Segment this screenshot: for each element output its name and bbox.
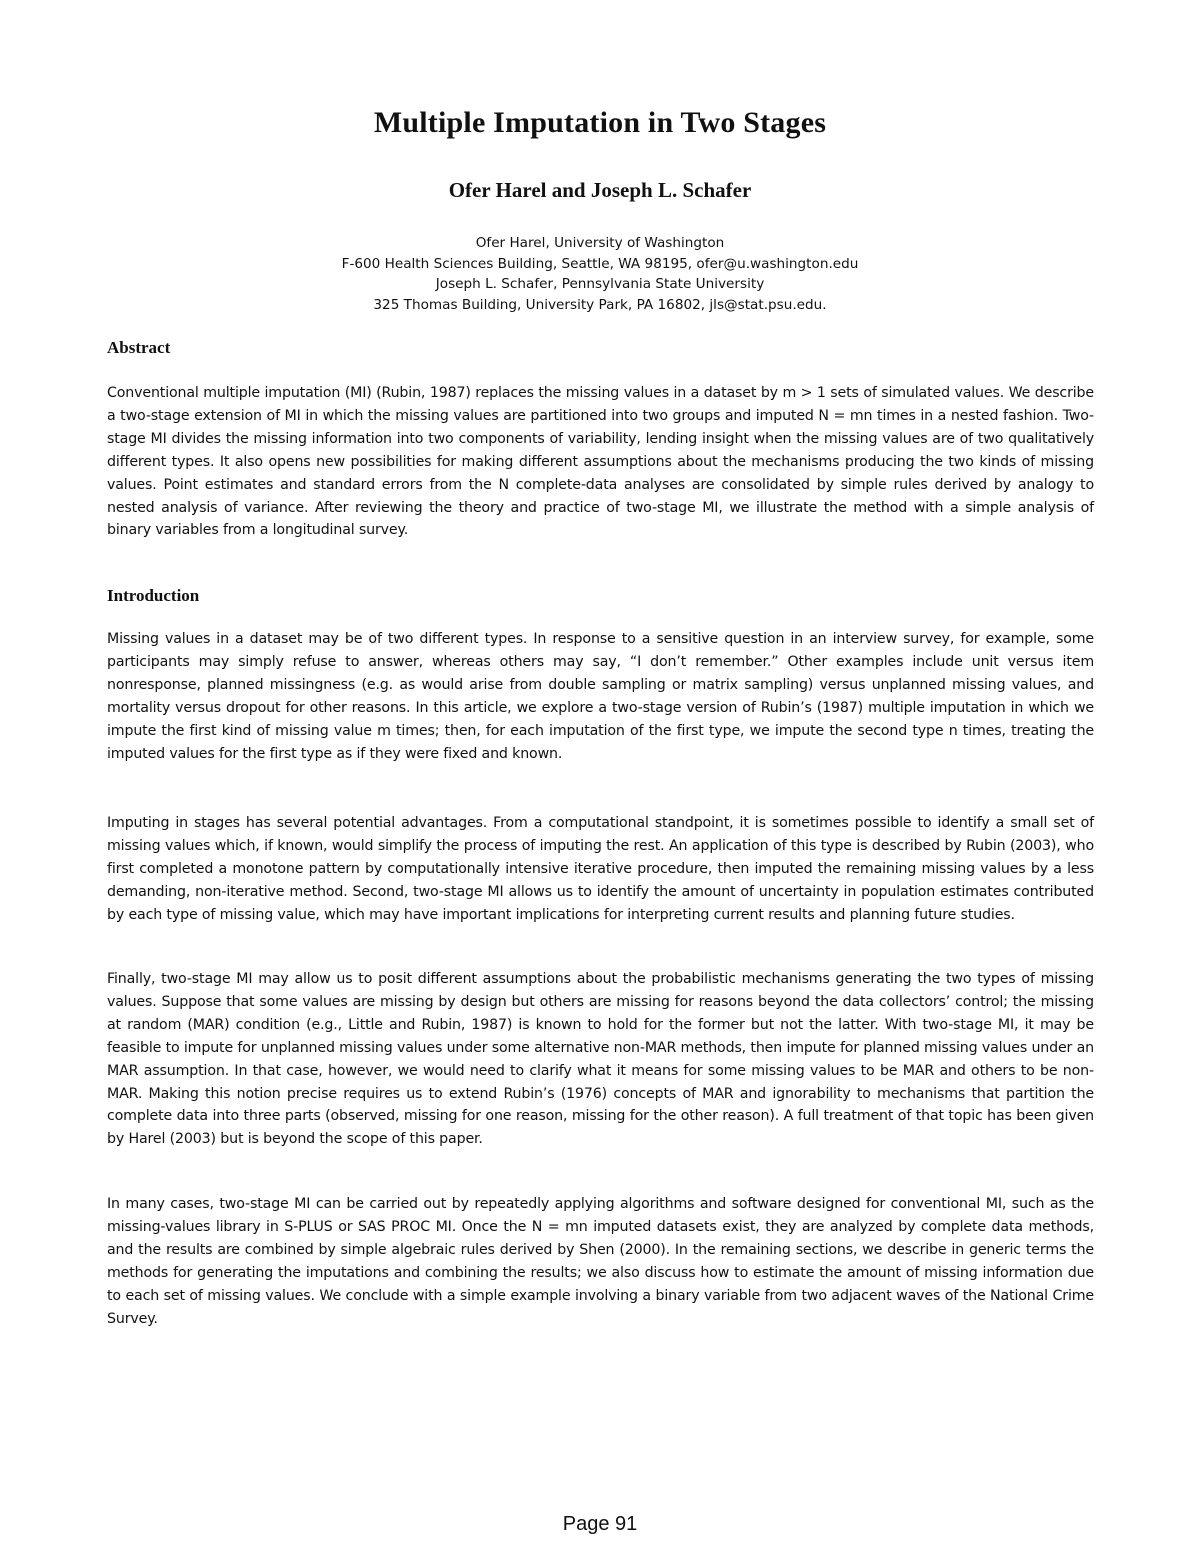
introduction-paragraph: Imputing in stages has several potential advantages. From a computational standpoint, it is sometimes possible to identify a small set of missing values which, if known, would simplify the process of imputing the rest. An application of this type is described by Rubin (2003), who first completed a monotone pattern by computationally intensive iterative procedure, then imputed the remaining missing values by a less demanding, non-iterative method. Second, two-stage MI allows us to identify the amount of uncertainty in population estimates contributed by each type of missing value, which may have important implications for interpreting current results and planning future studies. (107, 815, 1094, 923)
abstract-heading: Abstract (107, 338, 171, 357)
affiliation-line: F-600 Health Sciences Building, Seattle, WA 98195, ofer@u.washington.edu (341, 255, 859, 272)
introduction-paragraph: In many cases, two-stage MI can be carried out by repeatedly applying algorithms and software designed for conventional MI, such as the missing-values library in S-PLUS or SAS PROC MI. Once the N = mn imputed datasets exist, they are analyzed by complete data methods, and the results are combined by simple algebraic rules derived by Shen (2000). In the remaining sections, we describe in generic terms the methods for generating the imputations and combining the results; we also discuss how to estimate the amount of missing information due to each set of missing values. We conclude with a simple example involving a binary variable from two adjacent waves of the National Crime Survey. (107, 1196, 1094, 1327)
introduction-paragraph: Missing values in a dataset may be of two different types. In response to a sensitive question in an interview survey, for example, some participants may simply refuse to answer, whereas others may say, “I don’t remember.” Other examples include unit versus item nonresponse, planned missingness (e.g. as would arise from double sampling or matrix sampling) versus unplanned missing values, and mortality versus dropout for other reasons. In this article, we explore a two-stage version of Rubin’s (1987) multiple imputation in which we impute the first kind of missing value m times; then, for each imputation of the first type, we impute the second type n times, treating the imputed values for the first type as if they were fixed and known. (107, 631, 1094, 762)
abstract-text: Conventional multiple imputation (MI) (Rubin, 1987) replaces the missing values in a dataset by m > 1 sets of simulated values. We describe a two-stage extension of MI in which the missing values are partitioned into two groups and imputed N = mn times in a nested fashion. Two-stage MI divides the missing information into two components of variability, lending insight when the missing values are of two qualitatively different types. It also opens new possibilities for making different assumptions about the mechanisms producing the two kinds of missing values. Point estimates and standard errors from the N complete-data analyses are consolidated by simple rules derived by analogy to nested analysis of variance. After reviewing the theory and practice of two-stage MI, we illustrate the method with a simple analysis of binary variables from a longitudinal survey. (107, 385, 1094, 539)
affiliation-line: Ofer Harel, University of Washington (475, 235, 725, 251)
affiliation-line: Joseph L. Schafer, Pennsylvania State University (435, 276, 765, 293)
page-number: Page 91 (562, 1513, 638, 1535)
introduction-paragraph: Finally, two-stage MI may allow us to posit different assumptions about the probabilistic mechanisms generating the two types of missing values. Suppose that some values are missing by design but others are missing for reasons beyond the data collectors’ control; the missing at random (MAR) condition (e.g., Little and Rubin, 1987) is known to hold for the former but not the latter. With two-stage MI, it may be feasible to impute for unplanned missing values under some alternative non-MAR methods, then impute for planned missing values under an MAR assumption. In that case, however, we would need to clarify what it means for some missing values to be MAR and others to be non-MAR. Making this notion precise requires us to extend Rubin’s (1976) concepts of MAR and ignorability to mechanisms that partition the complete data into three parts (observed, missing for one reason, missing for the other reason). A full treatment of that topic has been given by Harel (2003) but is beyond the scope of this paper. (107, 971, 1094, 1148)
paper-title: Multiple Imputation in Two Stages (373, 106, 827, 139)
paper-authors: Ofer Harel and Joseph L. Schafer (448, 178, 752, 202)
author-affiliations (0, 233, 1200, 315)
introduction-heading: Introduction (107, 586, 200, 605)
affiliation-line: 325 Thomas Building, University Park, PA 16802, jls@stat.psu.edu. (373, 296, 827, 313)
